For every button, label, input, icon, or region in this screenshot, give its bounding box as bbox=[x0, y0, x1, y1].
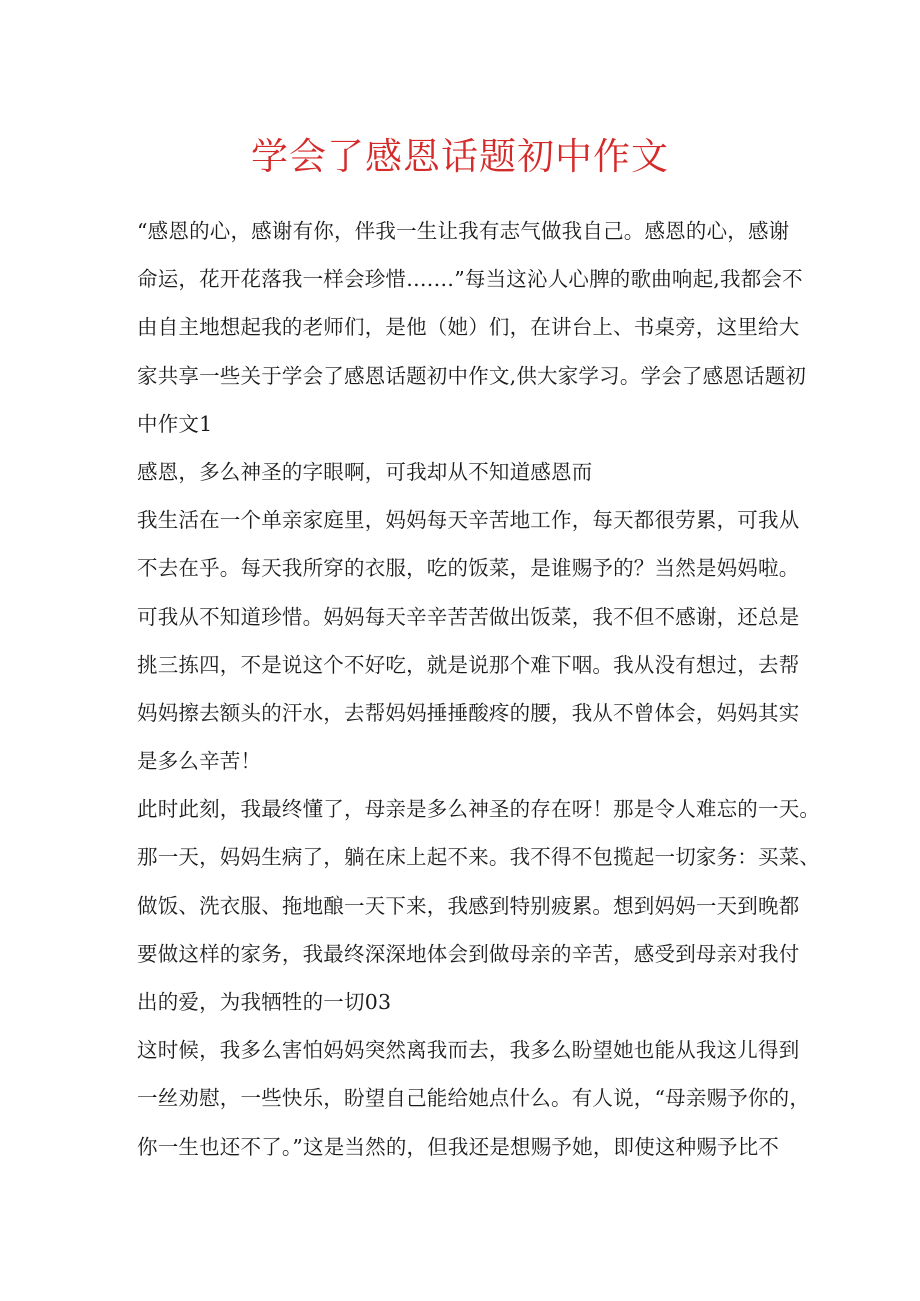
text-line: 中作文1 bbox=[137, 411, 213, 436]
text-line: 这时候，我多么害怕妈妈突然离我而去，我多么盼望她也能从我这儿得到 bbox=[137, 1038, 800, 1063]
text-line: 做饭、洗衣服、拖地酿一天下来，我感到特别疲累。想到妈妈一天到晚都 bbox=[137, 893, 800, 918]
text-line: 家共享一些关于学会了感恩话题初中作文,供大家学习。学会了感恩话题初 bbox=[137, 363, 807, 388]
text-line: 挑三拣四，不是说这个不好吃，就是说那个难下咽。我从没有想过，去帮 bbox=[137, 652, 800, 677]
document-body bbox=[137, 207, 821, 1171]
text-line: 妈妈擦去额头的汗水，去帮妈妈捶捶酸疼的腰，我从不曾体会，妈妈其实 bbox=[137, 700, 800, 725]
text-line: “感恩的心，感谢有你，伴我一生让我有志气做我自己。感恩的心，感谢 bbox=[137, 219, 790, 243]
text-line: 此时此刻，我最终懂了，母亲是多么神圣的存在呀！那是令人难忘的一天。 bbox=[137, 797, 821, 822]
text-line: 我生活在一个单亲家庭里，妈妈每天辛苦地工作，每天都很劳累，可我从 bbox=[137, 508, 800, 533]
text-line: 可我从不知道珍惜。妈妈每天辛辛苦苦做出饭菜，我不但不感谢，还总是 bbox=[137, 604, 800, 629]
text-line: 那一天，妈妈生病了，躺在床上起不来。我不得不包揽起一切家务：买菜、 bbox=[137, 845, 821, 870]
text-line: 要做这样的家务，我最终深深地体会到做母亲的辛苦，感受到母亲对我付 bbox=[137, 941, 800, 966]
text-line: 是多么辛苦！ bbox=[137, 749, 262, 774]
text-line: 出的爱，为我牺牲的一切03 bbox=[137, 990, 392, 1014]
document-title: 学会了感恩话题初中作文 bbox=[251, 135, 669, 178]
text-line: 由自主地想起我的老师们，是他（她）们，在讲台上、书桌旁，这里给大 bbox=[137, 315, 800, 340]
text-line: 你一生也还不了。”这是当然的，但我还是想赐予她，即使这种赐予比不 bbox=[137, 1134, 780, 1159]
text-line: 一丝劝慰，一些快乐，盼望自己能给她点什么。有人说，“母亲赐予你的， bbox=[137, 1086, 811, 1111]
text-line: 不去在乎。每天我所穿的衣服，吃的饭菜，是谁赐予的？当然是妈妈啦。 bbox=[137, 556, 800, 581]
text-line: 感恩，多么神圣的字眼啊，可我却从不知道感恩而 bbox=[137, 459, 593, 484]
text-line: 命运，花开花落我一样会珍惜….…”每当这沁人心脾的歌曲响起,我都会不 bbox=[137, 267, 803, 292]
